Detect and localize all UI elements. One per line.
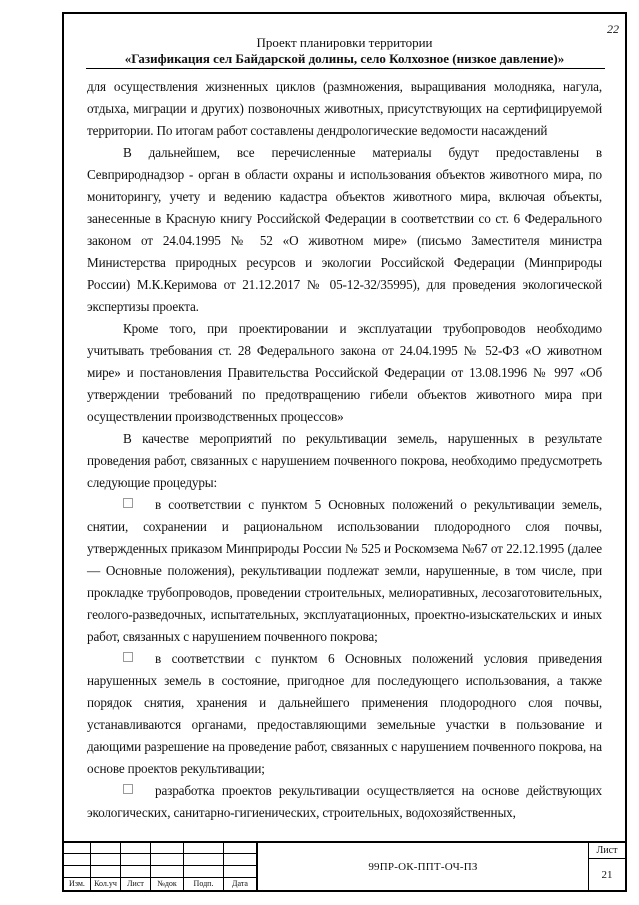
paragraph: Кроме того, при проектировании и эксплуатации трубопроводов необходимо учитывать требования ст. 28 Федерального закона от 24.04.1995 № 52-ФЗ «О животном мире» и постановления Правительства Российской Федерации от 13.08.1996 № 997 «Об утверждении требований по предотвращению гибели объектов животного мира при осуществлении производственных процессов»	[87, 321, 602, 424]
stamp-cell	[121, 843, 151, 854]
stamp-cell	[184, 843, 224, 854]
stamp-cell	[64, 866, 91, 877]
stamp-cell	[91, 854, 121, 866]
stamp-cell	[64, 854, 91, 866]
stamp-label-podp: Подп.	[184, 877, 224, 890]
sheet-number	[589, 859, 625, 890]
stamp-cell	[151, 854, 184, 866]
stamp-cell	[224, 854, 257, 866]
stamp-cell	[64, 843, 91, 854]
stamp-label-data: Дата	[224, 877, 257, 890]
document-body	[87, 76, 602, 824]
page-number-top: 22	[607, 22, 619, 36]
bullet-item	[87, 494, 602, 648]
stamp-label-izm: Изм.	[64, 877, 91, 890]
stamp-cell	[224, 866, 257, 877]
stamp-label-ndok: №док	[151, 877, 184, 890]
document-header	[64, 35, 625, 67]
stamp-cell	[224, 843, 257, 854]
stamp-cell	[121, 854, 151, 866]
document-code	[257, 843, 589, 890]
stamp-cell	[151, 866, 184, 877]
stamp-cell	[184, 866, 224, 877]
page-frame	[62, 12, 627, 892]
stamp-cell	[91, 843, 121, 854]
header-subtitle: «Газификация сел Байдарской долины, село Колхозное (низкое давление)»	[124, 51, 565, 66]
stamp-cell	[121, 866, 151, 877]
paragraph: В дальнейшем, все перечисленные материалы будут предоставлены в Севприроднадзор - орган в области охраны и использования объектов животного мира, по мониторингу, учету и ведению кадастра объектов животного мира, включая объекты, занесенные в Красную книгу Российской Федерации в соответствии со ст. 6 Федерального законом от 24.04.1995 № 52 «О животном мире» (письмо Заместителя министра Министерства природных ресурсов и экологии Российской Федерации (Минприроды России) М.К.Керимова от 21.12.2017 № 05-12-32/35995), для проведения экологической экспертизы проекта.	[87, 145, 602, 314]
title-block-stamp	[64, 841, 625, 890]
sheet-number-text: 21	[601, 868, 613, 881]
stamp-label-kol-uch: Кол.уч	[91, 877, 121, 890]
paragraph: В качестве мероприятий по рекультивации земель, нарушенных в результате проведения работ, связанных с нарушением почвенного покрова, необходимо предусмотреть следующие процедуры:	[87, 431, 602, 490]
sheet-label: Лист	[589, 843, 625, 859]
header-divider	[86, 68, 605, 69]
stamp-cell	[184, 854, 224, 866]
bullet-text: разработка проектов рекультивации осуществляется на основе действующих экологических, санитарно-гигиенических, строительных, водохозяйственных,	[87, 783, 602, 820]
bullet-icon	[123, 784, 133, 794]
bullet-icon	[123, 498, 133, 508]
stamp-label-list: Лист	[121, 877, 151, 890]
bullet-text: в соответствии с пунктом 5 Основных положений о рекультивации земель, снятии, сохранении и рациональном использовании плодородного слоя почвы, утвержденных приказом Минприроды России № 525 и Роскомзема №67 от 22.12.1995 (далее — Основные положения), рекультивации подлежат земли, нарушенные, в том числе, при прокладке трубопроводов, проведении строительных, мелиоративных, лесозаготовительных, геолого-разведочных, испытательных, эксплуатационных, проектно-изыскательских и иных работ, связанных с нарушением почвенного покрова;	[87, 497, 602, 644]
document-code-text: 99ПР-ОК-ППТ-ОЧ-ПЗ	[368, 860, 478, 873]
stamp-cell	[91, 866, 121, 877]
stamp-cell	[151, 843, 184, 854]
header-title: Проект планировки территории	[256, 35, 433, 50]
bullet-icon	[123, 652, 133, 662]
paragraph: для осуществления жизненных циклов (размножения, выращивания молодняка, нагула, отдыха, миграции и других) позвоночных животных, присутствующих на сертифицируемой территории. По итогам работ составлены дендрологические ведомости насаждений	[87, 79, 602, 138]
bullet-item	[87, 648, 602, 780]
bullet-text: в соответствии с пунктом 6 Основных положений условия приведения нарушенных земель в состояние, пригодное для последующего использования, а также порядок снятия, хранения и дальнейшего применения плодородного слоя почвы, устанавливаются органами, предоставляющими земельные участки в пользование и дающими разрешение на проведение работ, связанных с нарушением почвенного покрова, на основе проектов рекультивации;	[87, 651, 602, 776]
bullet-item	[87, 780, 602, 824]
